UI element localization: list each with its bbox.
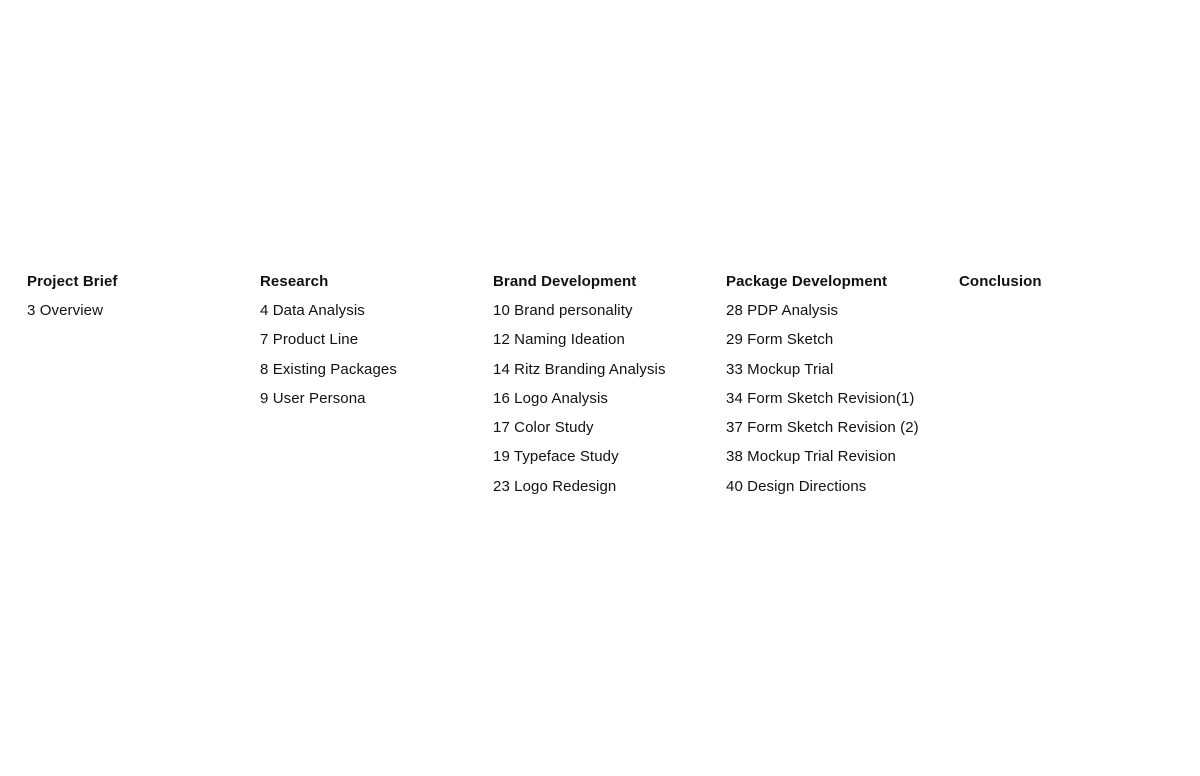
toc-entry[interactable]: 38 Mockup Trial Revision — [726, 448, 896, 466]
toc-entry[interactable]: 34 Form Sketch Revision(1) — [726, 389, 915, 407]
toc-entry[interactable]: 29 Form Sketch — [726, 331, 834, 349]
toc-section-brand-development — [493, 271, 726, 505]
toc-entry[interactable]: 12 Naming Ideation — [493, 331, 625, 349]
toc-entry[interactable]: 23 Logo Redesign — [493, 477, 617, 495]
toc-section-project-brief — [27, 271, 260, 505]
table-of-contents — [27, 271, 1192, 505]
toc-entry[interactable]: 14 Ritz Branding Analysis — [493, 360, 666, 378]
toc-entry[interactable]: 8 Existing Packages — [260, 360, 397, 378]
section-heading: Brand Development — [493, 273, 637, 290]
toc-entry[interactable]: 3 Overview — [27, 302, 104, 319]
section-entries — [27, 300, 260, 329]
section-entries — [726, 300, 959, 505]
toc-entry[interactable]: 4 Data Analysis — [260, 302, 365, 319]
toc-entry[interactable]: 40 Design Directions — [726, 477, 867, 495]
section-heading: Project Brief — [27, 273, 118, 290]
toc-entry[interactable]: 37 Form Sketch Revision (2) — [726, 419, 919, 437]
toc-entry[interactable]: 33 Mockup Trial — [726, 360, 834, 378]
toc-entry[interactable]: 7 Product Line — [260, 331, 359, 349]
toc-entry[interactable]: 16 Logo Analysis — [493, 389, 609, 407]
section-entries — [260, 300, 493, 417]
toc-entry[interactable]: 10 Brand personality — [493, 302, 633, 319]
section-heading: Package Development — [726, 273, 888, 290]
toc-entry[interactable]: 28 PDP Analysis — [726, 302, 839, 319]
section-entries — [493, 300, 726, 505]
toc-section-research — [260, 271, 493, 505]
toc-section-package-development — [726, 271, 959, 505]
toc-entry[interactable]: 9 User Persona — [260, 389, 366, 407]
toc-section-conclusion — [959, 271, 1192, 505]
toc-entry[interactable]: 17 Color Study — [493, 419, 594, 437]
toc-entry[interactable]: 19 Typeface Study — [493, 448, 619, 466]
section-heading: Conclusion — [959, 273, 1042, 290]
section-heading: Research — [260, 273, 329, 290]
